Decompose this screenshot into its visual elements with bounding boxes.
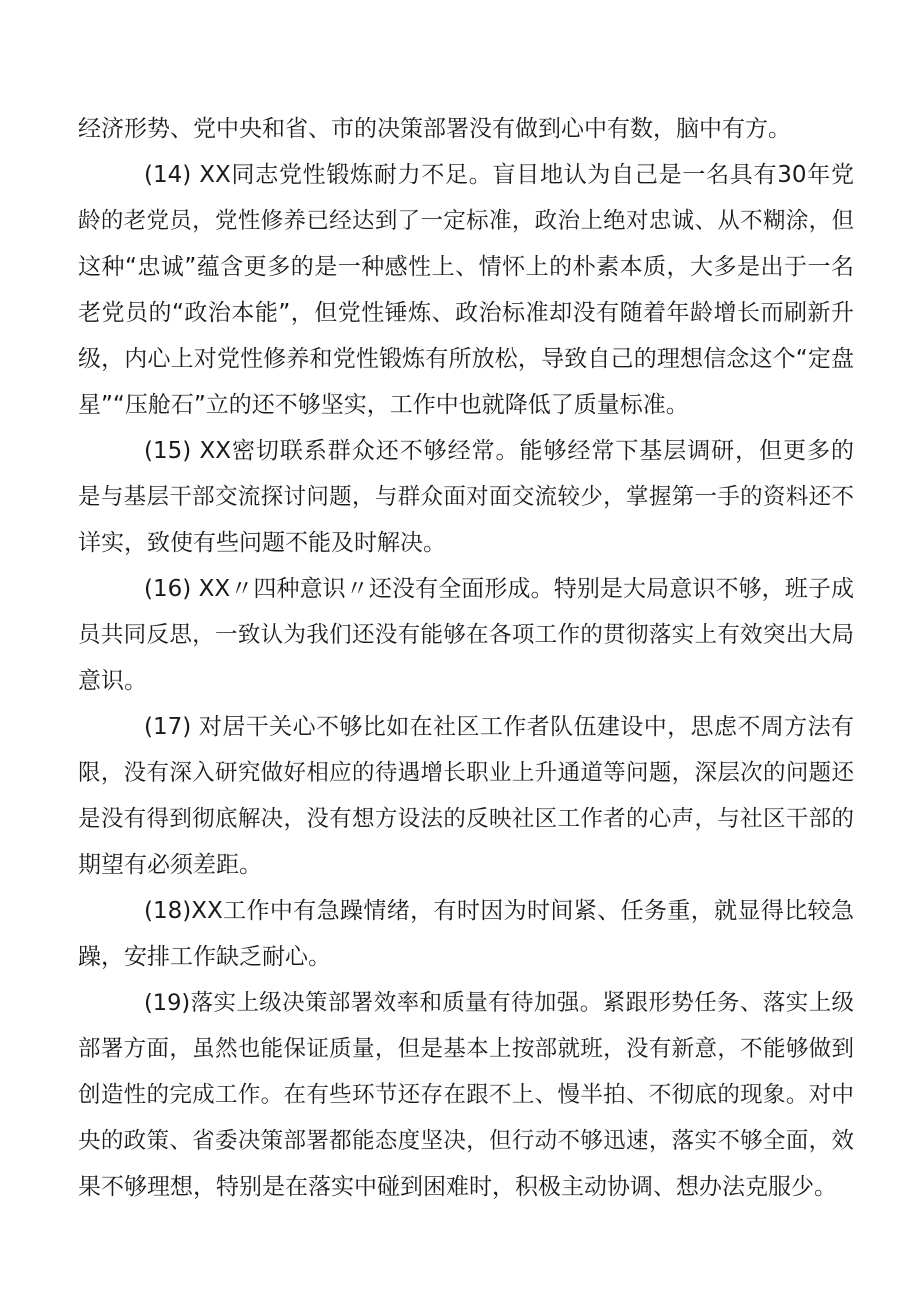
paragraph-line: (15) XX密切联系群众还不够经常。能够经常下基层调研，但更多的 (144, 438, 854, 464)
paragraph-line: (19)落实上级决策部署效率和质量有待加强。紧跟形势任务、落实上级 (144, 990, 854, 1016)
paragraph-line: 躁，安排工作缺乏耐心。 (78, 944, 331, 970)
paragraph-line: 星”“压舱石”立的还不够坚实，工作中也就降低了质量标准。 (78, 392, 689, 418)
paragraph-line: 是没有得到彻底解决，没有想方设法的反映社区工作者的心声，与社区干部的 (78, 806, 854, 832)
paragraph-line: 果不够理想，特别是在落实中碰到困难时，积极主动协调、想办法克服少。 (78, 1174, 837, 1200)
paragraph-line: 这种“忠诚”蕴含更多的是一种感性上、情怀上的朴素本质，大多是出于一名 (78, 254, 854, 280)
paragraph-line: 级，内心上对党性修养和党性锻炼有所放松，导致自己的理想信念这个“定盘 (78, 346, 854, 372)
paragraph-line: 意识。 (78, 668, 147, 694)
paragraph-line: 创造性的完成工作。在有些环节还存在跟不上、慢半拍、不彻底的现象。对中 (78, 1082, 854, 1108)
paragraph-line: 龄的老党员，党性修养已经达到了一定标准，政治上绝对忠诚、从不糊涂，但 (78, 208, 854, 234)
paragraph-line: 部署方面，虽然也能保证质量，但是基本上按部就班，没有新意，不能够做到 (78, 1036, 854, 1062)
paragraph-line: (16) XX〃四种意识〃还没有全面形成。特别是大局意识不够，班子成 (144, 576, 854, 602)
paragraph-line: 央的政策、省委决策部署都能态度坚决，但行动不够迅速，落实不够全面，效 (78, 1128, 854, 1154)
paragraph-line: 限，没有深入研究做好相应的待遇增长职业上升通道等问题，深层次的问题还 (78, 760, 854, 786)
paragraph-line: 期望有必须差距。 (78, 852, 262, 878)
paragraph-line: (17) 对居干关心不够比如在社区工作者队伍建设中，思虑不周方法有 (144, 714, 854, 740)
paragraph-line: 老党员的“政治本能”，但党性锤炼、政治标准却没有随着年龄增长而刷新升 (78, 300, 854, 326)
paragraph-line: 是与基层干部交流探讨问题，与群众面对面交流较少，掌握第一手的资料还不 (78, 484, 854, 510)
paragraph-line: 详实，致使有些问题不能及时解决。 (78, 530, 446, 556)
paragraph-line: (14) XX同志党性锻炼耐力不足。盲目地认为自己是一名具有30年党 (144, 162, 854, 188)
paragraph-line: 经济形势、党中央和省、市的决策部署没有做到心中有数，脑中有方。 (78, 116, 791, 142)
paragraph-line: (18)XX工作中有急躁情绪，有时因为时间紧、任务重，就显得比较急 (144, 898, 854, 924)
paragraph-line: 员共同反思，一致认为我们还没有能够在各项工作的贯彻落实上有效突出大局 (78, 622, 854, 648)
